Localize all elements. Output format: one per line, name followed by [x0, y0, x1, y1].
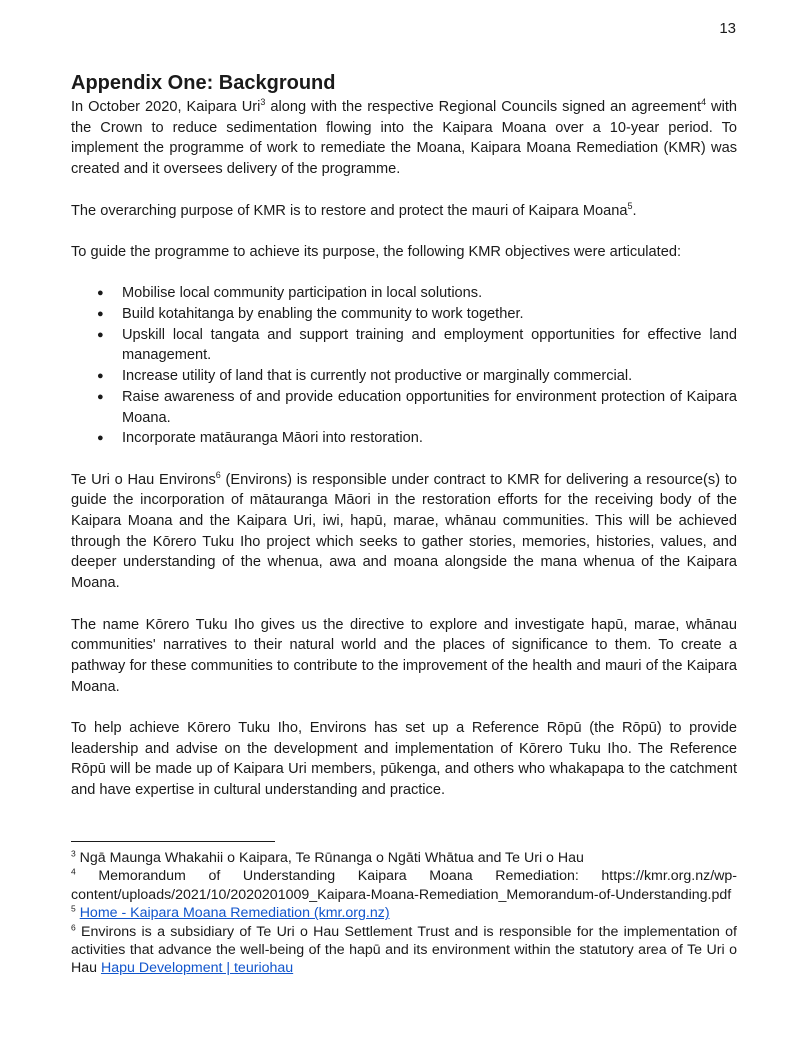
- paragraph-objectives-intro: To guide the programme to achieve its purpose, the following KMR objectives were articulated:: [71, 243, 682, 260]
- paragraph-environs: [71, 470, 737, 594]
- page-number: 13: [719, 20, 736, 37]
- list-item-text: Upskill local tangata and support training and employment opportunities for effective land management.: [122, 326, 737, 364]
- footnote-ref-3[interactable]: 3: [260, 97, 266, 108]
- paragraph-purpose: [71, 201, 737, 222]
- main-content: [71, 72, 737, 822]
- bullet-icon: ●: [97, 287, 104, 300]
- page-heading: Appendix One: Background: [71, 72, 336, 94]
- footnote-number: 6: [71, 921, 76, 932]
- bullet-icon: ●: [97, 307, 104, 320]
- paragraph-environs-text-a: Te Uri o Hau Environs: [71, 471, 216, 488]
- paragraph-purpose-text-a: The overarching purpose of KMR is to restore and protect the mauri of Kaipara Moana: [71, 202, 628, 219]
- paragraph-agreement: [71, 97, 737, 180]
- bullet-icon: ●: [97, 328, 104, 341]
- footnote-ref-6[interactable]: 6: [215, 469, 221, 480]
- footnote-text: Environs is a subsidiary of Te Uri o Hau Settlement Trust and is responsible for the implementation of activities that advance the well-being of the hapū and its environment within the statutory area of Te Uri o Hau: [71, 923, 737, 977]
- paragraph-reference-ropu: To help achieve Kōrero Tuku Iho, Environs has set up a Reference Rōpū (the Rōpū) to provide leadership and advise on the development and implementation of Kōrero Tuku Iho. The Reference Rōpū will be made up of Kaipara Uri members, pūkenga, and others who whakapapa to the catchment and have expertise in cultural understanding and practice.: [71, 720, 737, 799]
- objectives-list: [71, 283, 737, 449]
- footnote-divider: [71, 841, 275, 842]
- paragraph-agreement-text-a: In October 2020, Kaipara Uri: [71, 99, 261, 115]
- list-item: [97, 325, 737, 366]
- paragraph-environs-text-b: (Environs) is responsible under contract to KMR for delivering a resource(s) to guide the incorporation of mātauranga Māori in the restoration efforts for the receiving body of the Kaipara Moana and the Kaipara Uri, iwi, hapū, marae, whānau communities. This will be achieved through the Kōrero Tuku Iho project which seeks to gather stories, memories, histories, values, and deeper understanding of the whenua, awa and moana alongside the mana whenua of the Kaipara Moana.: [71, 471, 737, 592]
- footnote-3: [71, 849, 737, 867]
- bullet-icon: ●: [97, 432, 104, 445]
- paragraph-purpose-text-b: .: [632, 202, 637, 219]
- footnote-ref-4[interactable]: 4: [701, 97, 707, 108]
- footnote-text: Ngā Maunga Whakahii o Kaipara, Te Rūnanga o Ngāti Whātua and Te Uri o Hau: [75, 850, 584, 866]
- list-item-text: Increase utility of land that is currently not productive or marginally commercial.: [122, 368, 633, 385]
- bullet-icon: ●: [97, 390, 104, 403]
- footnote-text: Memorandum of Understanding Kaipara Moana Remediation: https://kmr.org.nz/wp-content/uploads/2021/10/2020201009_Kaipara-Moana-Remediation_Memorandum-of-Understanding.pdf: [71, 868, 737, 903]
- paragraph-agreement-text-b: along with the respective Regional Councils signed an agreement: [265, 99, 702, 115]
- footnote-5: [71, 904, 737, 922]
- footnote-4: [71, 867, 737, 904]
- footnotes: [71, 849, 737, 978]
- list-item-text: Incorporate matāuranga Māori into restoration.: [122, 430, 423, 447]
- list-item-text: Raise awareness of and provide education opportunities for environment protection of Kaipara Moana.: [122, 388, 737, 426]
- footnote-number: 4: [71, 866, 76, 877]
- paragraph-agreement-text-c: with the Crown to reduce sedimentation flowing into the Kaipara Moana over a 10-year period. To implement the programme of work to remediate the Moana, Kaipara Moana Remediation (KMR) was created and it oversees delivery of the programme.: [71, 99, 738, 178]
- footnote-number: 3: [71, 848, 76, 859]
- list-item: [97, 428, 737, 449]
- footnote-6: [71, 923, 737, 978]
- hapu-development-link[interactable]: Hapu Development | teuriohau: [100, 960, 294, 977]
- paragraph-korero-tuku-iho: The name Kōrero Tuku Iho gives us the directive to explore and investigate hapū, marae, whānau communities' narratives to their natural world and the places of significance to them. To create a pathway for these communities to contribute to the improvement of the health and mauri of the Kaipara Moana.: [71, 616, 737, 695]
- list-item: [97, 366, 737, 387]
- list-item: [97, 304, 737, 325]
- footnote-number: 5: [71, 903, 76, 914]
- kmr-home-link[interactable]: Home - Kaipara Moana Remediation (kmr.org.nz): [79, 905, 390, 922]
- list-item-text: Mobilise local community participation in local solutions.: [122, 285, 483, 302]
- bullet-icon: ●: [97, 370, 104, 383]
- list-item-text: Build kotahitanga by enabling the community to work together.: [122, 305, 524, 322]
- list-item: [97, 283, 737, 304]
- footnote-ref-5[interactable]: 5: [627, 200, 633, 211]
- list-item: [97, 387, 737, 428]
